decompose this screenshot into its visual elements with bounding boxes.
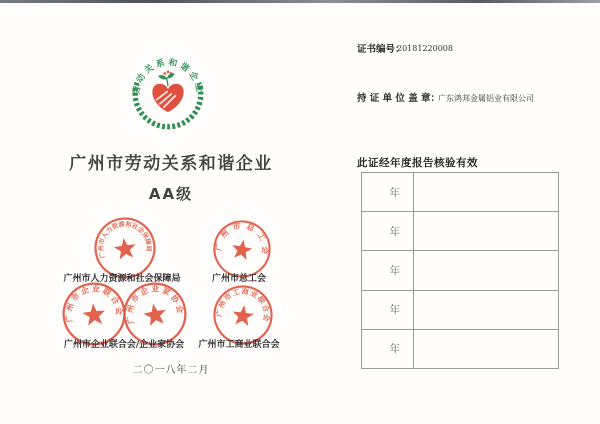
table-row	[362, 291, 558, 330]
table-row	[362, 212, 558, 251]
apple-handshake-icon	[152, 71, 183, 112]
annual-check-title: 此证经年度报告核验有效	[357, 157, 478, 169]
cert-no-value: 20181220008	[397, 44, 453, 53]
svg-text:广州市人力资源和社会保障局: 广州市人力资源和社会保障局	[98, 220, 152, 259]
year-cell: 年	[362, 330, 414, 368]
year-cell: 年	[362, 291, 414, 329]
year-cell: 年	[362, 251, 414, 289]
harmony-logo	[127, 53, 209, 135]
year-cell: 年	[362, 212, 414, 250]
certificate-grade: AA级	[148, 185, 194, 203]
year-cell: 年	[362, 173, 414, 211]
svg-text:广州市总工会: 广州市总工会	[213, 220, 271, 260]
table-row	[362, 173, 558, 212]
certificate-title: 广州市劳动关系和谐企业	[69, 154, 273, 174]
logo-arc-text: 劳动关系和谐企业	[131, 57, 205, 96]
svg-text:广州市企业家协会: 广州市企业家协会	[125, 284, 185, 325]
value-cell	[414, 330, 558, 368]
holder-label: 持 证 单 位 盖 章：	[357, 93, 441, 104]
seal-caption-enterprise-confederation: 广州市企业联合会/企业家协会	[63, 340, 185, 350]
value-cell	[414, 212, 558, 250]
table-row	[362, 330, 558, 368]
annual-check-table	[361, 172, 559, 369]
cert-no-label: 证书编号：	[357, 44, 405, 55]
value-cell	[414, 251, 558, 289]
seal-caption-industry-commerce: 广州市工商业联合会	[198, 340, 280, 350]
scan-top-edge	[0, 0, 600, 3]
seal-caption-trade-unions: 广州市总工会	[211, 274, 266, 284]
value-cell	[414, 291, 558, 329]
svg-text:广州市工商业联合会: 广州市工商业联合会	[214, 286, 272, 324]
issue-date: 二〇一八年二月	[132, 365, 210, 376]
table-row	[362, 251, 558, 290]
value-cell	[414, 173, 558, 211]
seal-caption-human-resources: 广州市人力资源和社会保障局	[63, 274, 181, 284]
holder-value: 广东鸿邦金属铝业有限公司	[438, 94, 534, 103]
svg-text:广州市企业联合会: 广州市企业联合会	[64, 284, 124, 323]
